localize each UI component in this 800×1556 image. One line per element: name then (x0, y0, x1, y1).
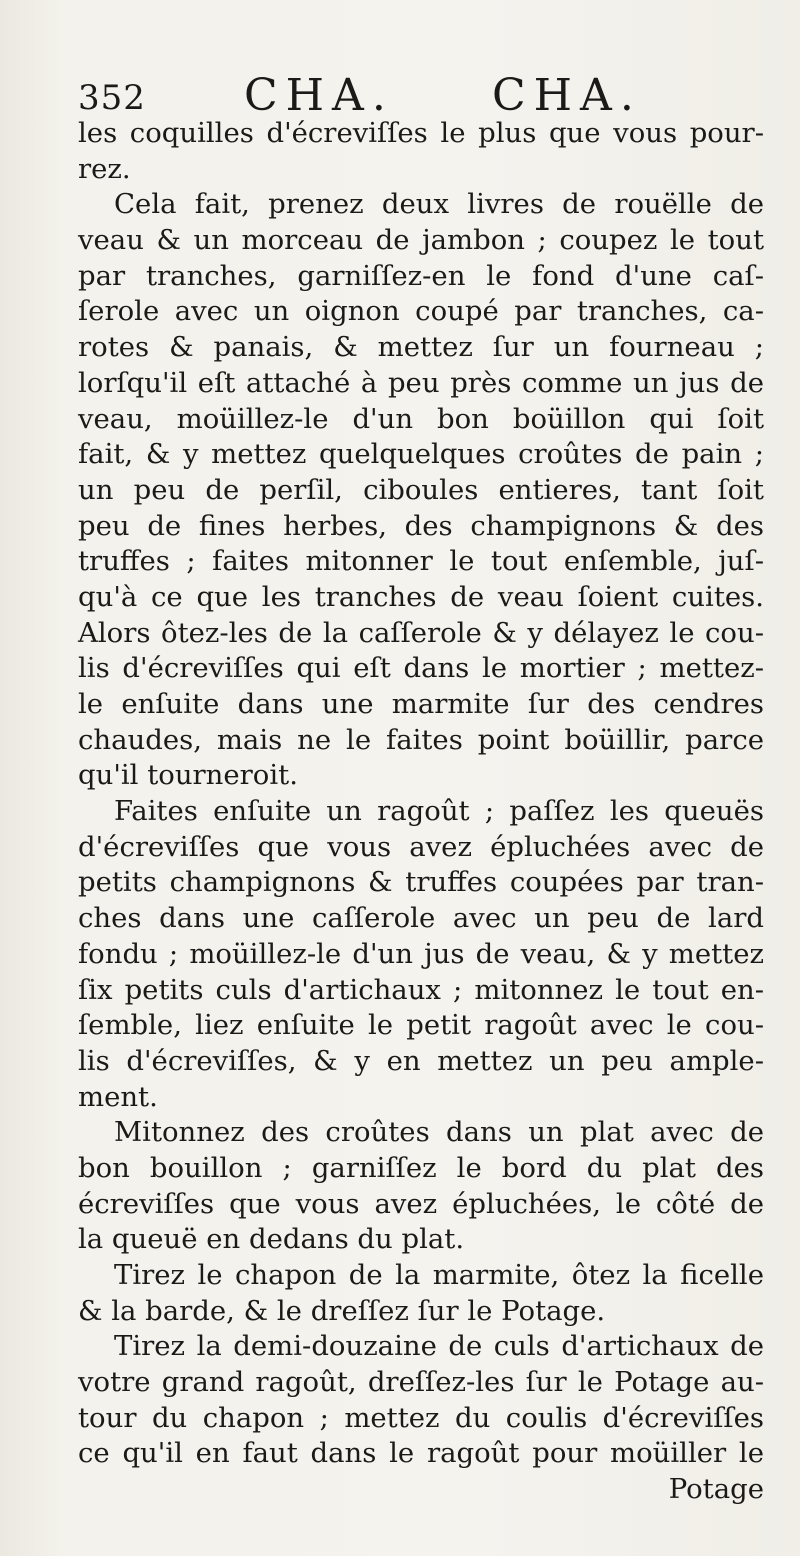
text-line: & la barde, & le dreſſez ſur le Potage. (78, 1294, 606, 1327)
text-line: peu de fines herbes, des champignons & des (78, 509, 764, 542)
text-line: Tirez le chapon de la marmite, ôtez la ficelle (114, 1259, 764, 1291)
text-line: petits champignons & truffes coupées par tran- (78, 866, 764, 899)
text-line: le enſuite dans une marmite ſur des cendres (78, 688, 764, 720)
page-number: 352 (78, 78, 146, 118)
running-head-right: CHA. (492, 70, 642, 121)
text-line: ce qu'il en faut dans le ragoût pour moüiller le (78, 1437, 764, 1470)
text-line: Cela fait, prenez deux livres de rouëlle de (114, 188, 764, 221)
text-line: fondu ; moüillez-le d'un jus de veau, & y mettez (78, 937, 764, 970)
text-line: ſemble, liez enſuite le petit ragoût avec le cou- (78, 1009, 764, 1042)
recipe-text (78, 116, 764, 1508)
text-line: Mitonnez des croûtes dans un plat avec de (114, 1116, 764, 1149)
text-line: veau, moüillez-le d'un bon boüillon qui ſoit (78, 402, 764, 435)
text-line: Alors ôtez-les de la caſſerole & y délayez le cou- (78, 616, 764, 649)
page-header (78, 70, 778, 120)
text-line: qu'il tourneroit. (78, 759, 298, 792)
text-line: écreviſſes que vous avez épluchées, le côté de (78, 1187, 764, 1220)
text-line: lorſqu'il eſt attaché à peu près comme un jus de (78, 366, 764, 399)
catchword: Potage (668, 1473, 764, 1506)
text-line: un peu de perſil, ciboules entieres, tant ſoit (78, 473, 764, 506)
text-line: ſerole avec un oignon coupé par tranches, ca- (78, 295, 764, 328)
running-head-left: CHA. (244, 70, 394, 121)
text-line: truffes ; faites mitonner le tout enſemble, juſ- (78, 545, 764, 578)
text-line: Tirez la demi-douzaine de culs d'artichaux de (114, 1330, 764, 1363)
text-line: la queuë en dedans du plat. (78, 1223, 465, 1256)
text-line: votre grand ragoût, dreſſez-les ſur le Potage au- (78, 1366, 764, 1399)
text-line: les coquilles d'écreviſſes le plus que vous pour- (78, 117, 764, 149)
text-line: lis d'écreviſſes, & y en mettez un peu ample- (78, 1044, 764, 1077)
text-line: Faites enſuite un ragoût ; paſſez les queuës (114, 795, 764, 828)
text-line: ment. (78, 1080, 158, 1113)
text-line: veau & un morceau de jambon ; coupez le tout (78, 224, 764, 257)
text-line: d'écreviſſes que vous avez épluchées avec de (78, 830, 764, 863)
text-line: chaudes, mais ne le faites point boüillir, parce (78, 723, 764, 756)
text-line: tour du chapon ; mettez du coulis d'écreviſſes (78, 1401, 764, 1434)
text-line: ſix petits culs d'artichaux ; mitonnez le tout en- (78, 973, 764, 1006)
text-line: rotes & panais, & mettez ſur un fourneau ; (78, 331, 764, 364)
text-line: rez. (78, 152, 131, 185)
text-line: fait, & y mettez quelquelques croûtes de pain ; (78, 438, 764, 471)
text-line: qu'à ce que les tranches de veau ſoient cuites. (78, 580, 764, 613)
text-line: bon bouillon ; garniſſez le bord du plat des (78, 1151, 764, 1184)
text-line: par tranches, garniſſez-en le fond d'une caſ- (78, 259, 764, 292)
text-line: lis d'écreviſſes qui eſt dans le mortier ; mettez- (78, 652, 764, 685)
text-line: ches dans une caſſerole avec un peu de lard (78, 902, 764, 935)
